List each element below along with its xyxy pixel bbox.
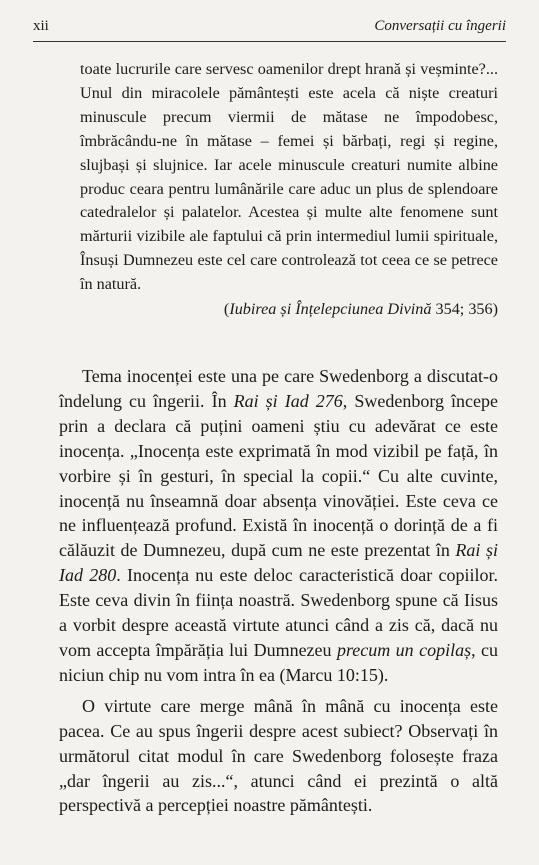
paragraph-1-part-2: , Swedenborg începe prin a declara că puțini oameni știu cu adevărat ce este inocența. „Inocența este exprimată în mod vizibil pe față, în vorbire și în gesturi, în special la copii.“ Cu alte cuvinte, inocență nu înseamnă doar absența vinovăției. Este ceva ce ne influențează profund. Există în inocență o dorință de a fi călăuzit de Dumnezeu, după cum ne este prezentat în: [59, 390, 498, 561]
paragraph-innocence: [59, 364, 498, 688]
paragraph-1-part-4: , cu niciun chip nu vom intra în ea (Marcu 10:15).: [59, 639, 498, 685]
running-title: Conversații cu îngerii: [374, 18, 506, 34]
body-text: [59, 364, 498, 818]
quote-citation: [80, 298, 498, 322]
header-rule: [33, 41, 506, 42]
citation-title: Iubirea și Înțelepciunea Divină: [229, 300, 432, 319]
block-quote: [80, 58, 498, 322]
page-header: [33, 16, 506, 38]
citation-refs: 354; 356): [431, 300, 498, 319]
reference-precum-un-copilas: precum un copilaș: [336, 639, 472, 660]
reference-rai-si-iad-280: Rai și Iad 280: [59, 540, 498, 586]
quote-text: toate lucrurile care servesc oamenilor drept hrană și veșminte?... Unul din miracolele pământești este acela că niște creaturi minuscule precum viermii de mătase ne împodobesc, îmbrăcându-ne în mătase – femei și bărbați, regi și regine, slujbași și slujnice. Iar acele minuscule creaturi numite albine produc ceara pentru lumânările care aduc un plus de splendoare catedralelor și palatelor. Acestea și multe alte fenomene sunt mărturii vizibile ale faptului că prin intermediul lumii spirituale, Însuși Dumnezeu este cel care controlează tot ceea ce se petrece în natură.: [80, 60, 498, 294]
citation-open: (: [223, 300, 230, 319]
paragraph-1-part-3: . Inocența nu este deloc caracteristică doar copiilor. Este ceva divin în ființa noastră. Swedenborg spune că Iisus a vorbit despre această virtute atunci când a zis că, dacă nu vom accepta împărăția lui Dumnezeu: [59, 565, 498, 660]
page-number: xii: [33, 18, 49, 34]
paragraph-peace: O virtute care merge mână în mână cu inocența este pacea. Ce au spus îngerii despre acest subiect? Observați în următorul citat modul în care Swedenborg folosește fraza „dar îngerii au zis...“, atunci când ei prezintă o altă perspectivă a percepției noastre pământești.: [59, 695, 498, 816]
reference-rai-si-iad-276: Rai și Iad 276: [233, 390, 343, 411]
paragraph-1-part-1: Tema inocenței este una pe care Swedenborg a discutat-o îndelung cu îngerii. În: [59, 366, 498, 411]
